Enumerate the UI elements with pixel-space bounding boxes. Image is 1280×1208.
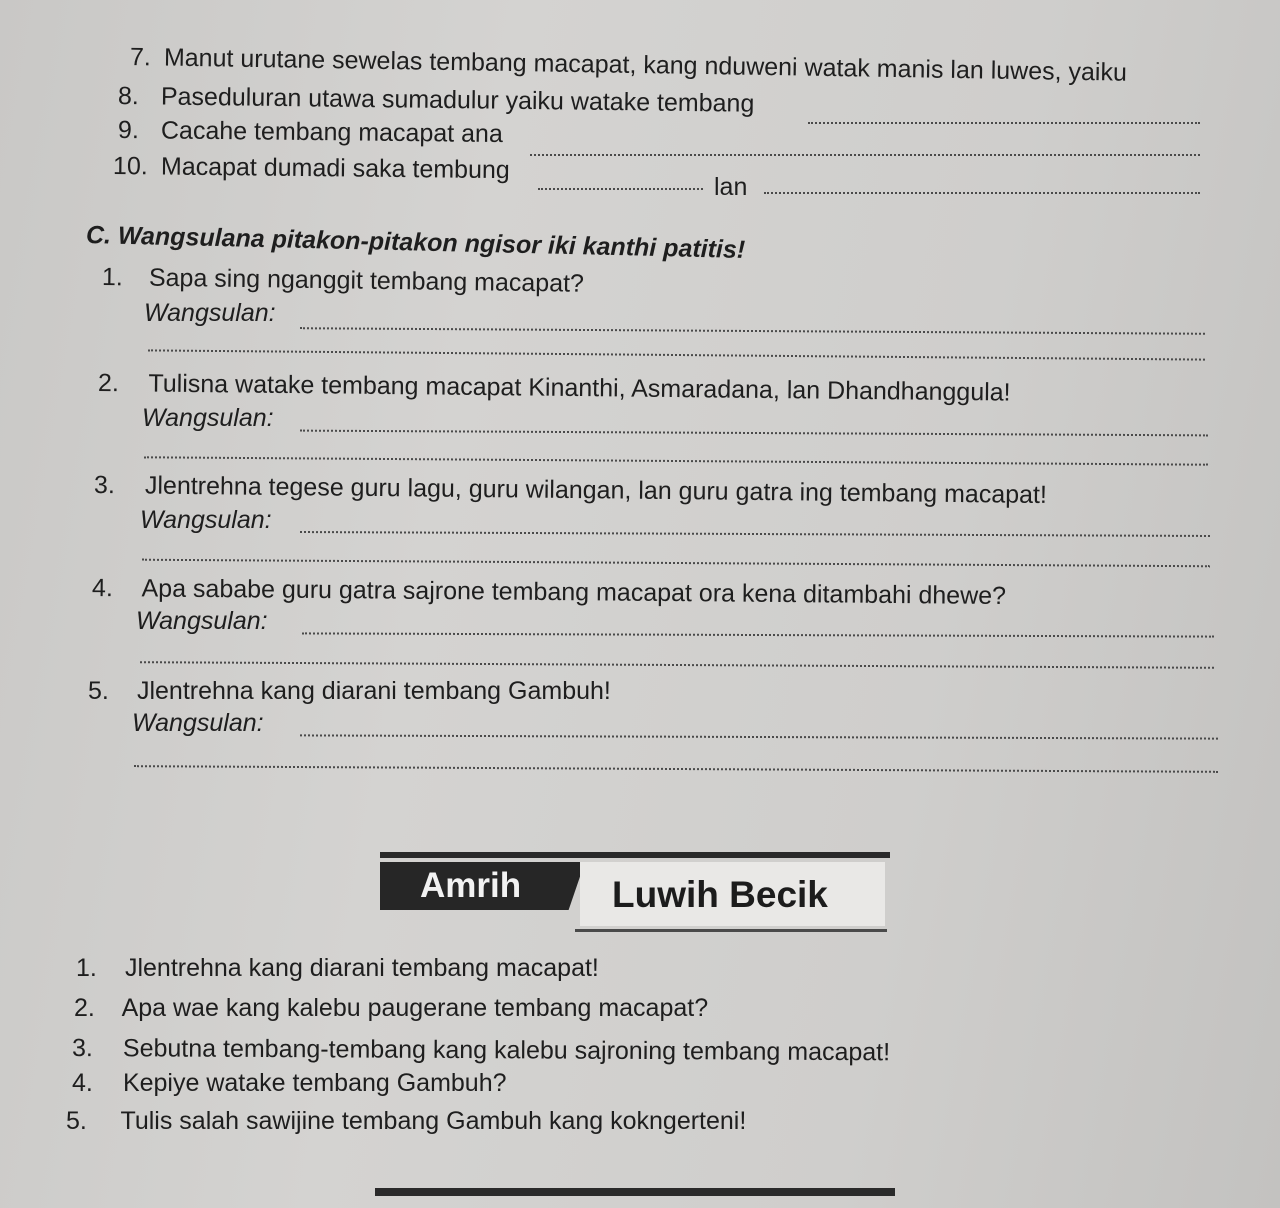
answer-blank[interactable] — [538, 188, 703, 190]
answer-blank[interactable] — [808, 122, 1200, 124]
question-number: 4. — [72, 1069, 93, 1097]
question-number: 2. — [74, 994, 95, 1022]
item-text: Cacahe tembang macapat ana — [160, 116, 503, 149]
question-text: Tulisna watake tembang macapat Kinanthi, Asmaradana, lan Dhandhanggula! — [148, 369, 1011, 407]
answer-label: Wangsulan: — [132, 709, 264, 737]
question-2 — [98, 368, 1011, 408]
question-number: 2. — [97, 369, 120, 398]
answer-line[interactable] — [144, 456, 1208, 465]
answer-label: Wangsulan: — [142, 404, 274, 432]
banner-top-rule — [380, 852, 890, 858]
extra-question-4 — [72, 1068, 507, 1098]
question-number: 1. — [76, 954, 97, 982]
question-text: Jlentrehna kang diarani tembang Gambuh! — [136, 677, 611, 705]
answer-label: Wangsulan: — [144, 299, 276, 327]
answer-line[interactable] — [300, 327, 1205, 335]
item-text: Paseduluran utawa sumadulur yaiku watake tembang — [160, 82, 755, 118]
question-number: 5. — [66, 1107, 87, 1135]
question-text: Apa wae kang kalebu paugerane tembang macapat? — [121, 994, 709, 1022]
question-number: 5. — [88, 677, 109, 705]
answer-line[interactable] — [300, 430, 1208, 437]
answer-blank[interactable] — [764, 192, 1200, 194]
answer-line[interactable] — [148, 349, 1205, 360]
question-text: Apa sababe guru gatra sajrone tembang macapat ora kena ditambahi dhewe? — [141, 574, 1007, 610]
extra-question-5 — [66, 1106, 746, 1136]
question-number: 1. — [101, 263, 124, 292]
extra-question-3 — [72, 1033, 890, 1067]
extra-question-1 — [76, 953, 599, 983]
answer-label: Wangsulan: — [136, 607, 268, 635]
item-10 — [113, 151, 510, 185]
banner-title-light: Luwih Becik — [612, 874, 828, 915]
answer-line[interactable] — [300, 734, 1218, 739]
question-text: Sapa sing nganggit tembang macapat? — [148, 263, 585, 298]
extra-question-2 — [74, 993, 708, 1023]
item-text: Manut urutane sewelas tembang macapat, kang nduweni watak manis lan luwes, yaiku — [163, 43, 1128, 87]
question-text: Kepiye watake tembang Gambuh? — [122, 1069, 507, 1097]
answer-line[interactable] — [302, 632, 1214, 637]
answer-label: Wangsulan: — [140, 506, 272, 534]
banner-title-dark: Amrih — [420, 866, 522, 905]
question-number: 3. — [71, 1034, 93, 1063]
bottom-rule — [375, 1188, 895, 1196]
question-number: 4. — [91, 574, 113, 603]
answer-line[interactable] — [140, 661, 1214, 669]
answer-blank[interactable] — [530, 154, 1200, 156]
question-5 — [88, 676, 611, 706]
answer-line[interactable] — [134, 765, 1218, 773]
item-9 — [118, 115, 503, 149]
item-number: 10. — [112, 152, 148, 181]
item-number: 9. — [117, 116, 140, 145]
item-8 — [118, 81, 755, 119]
banner-underline — [575, 929, 887, 932]
question-text: Tulis salah sawijine tembang Gambuh kang kokngerteni! — [120, 1107, 747, 1135]
answer-line[interactable] — [300, 531, 1210, 537]
section-c-heading: C. Wangsulana pitakon-pitakon ngisor iki kanthi patitis! — [85, 221, 746, 264]
item-10-mid-text: lan — [714, 173, 748, 201]
question-text: Jlentrehna kang diarani tembang macapat! — [124, 954, 599, 982]
question-number: 3. — [93, 471, 116, 500]
item-7 — [130, 42, 1127, 88]
question-text: Sebutna tembang-tembang kang kalebu sajroning tembang macapat! — [122, 1034, 891, 1067]
item-number: 7. — [129, 43, 152, 72]
item-number: 8. — [117, 82, 140, 111]
question-text: Jlentrehna tegese guru lagu, guru wilangan, lan guru gatra ing tembang macapat! — [144, 471, 1048, 509]
answer-line[interactable] — [142, 559, 1210, 568]
item-text: Macapat dumadi saka tembung — [160, 152, 510, 185]
question-3 — [94, 470, 1047, 510]
question-1 — [102, 262, 584, 299]
